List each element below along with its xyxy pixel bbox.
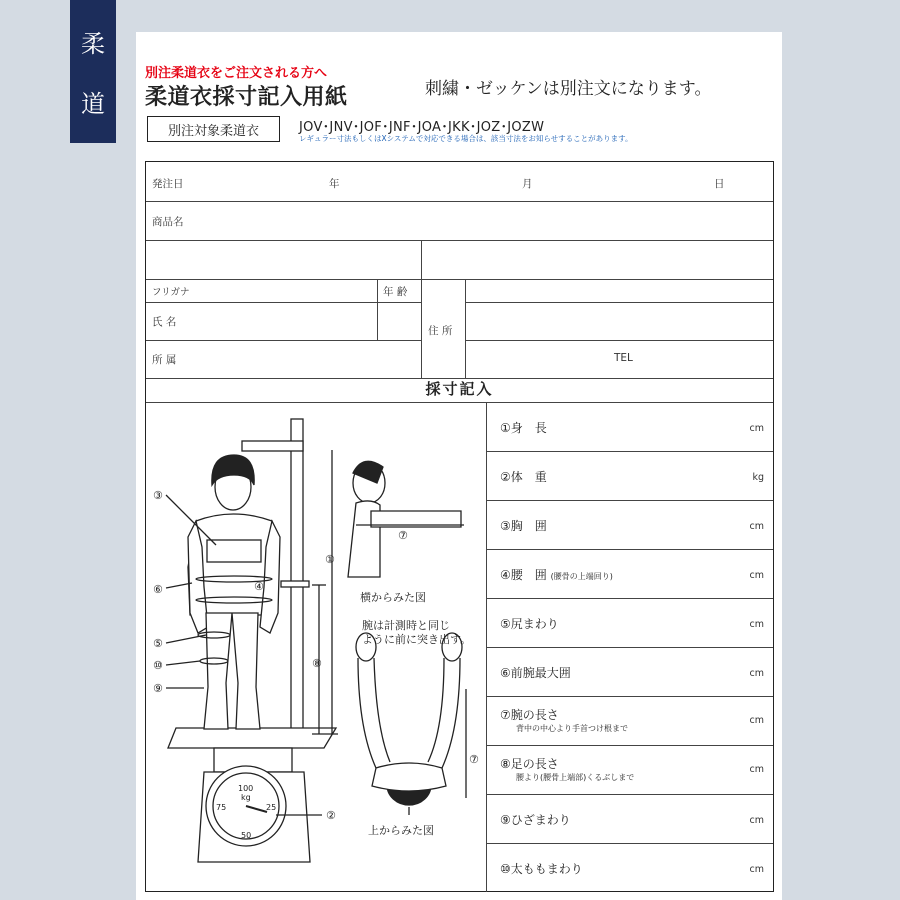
legs-front bbox=[204, 613, 260, 729]
mark-5: ⑤ bbox=[153, 637, 163, 650]
measure-leg-length-label: ⑧足の長さ bbox=[500, 757, 559, 771]
height-rod bbox=[291, 419, 303, 737]
form-table bbox=[145, 161, 774, 892]
measure-knee-label: ⑨ひざまわり bbox=[500, 813, 571, 827]
measure-waist-label bbox=[500, 566, 613, 583]
mark-2: ② bbox=[326, 809, 336, 822]
measure-height-unit: cm bbox=[749, 423, 764, 434]
measure-leg-length-sub: 腰より(腰骨上端部)くるぶしまで bbox=[516, 773, 635, 782]
measure-forearm-label: ⑥前腕最大囲 bbox=[500, 666, 571, 680]
form-title: 柔道衣採寸記入用紙 bbox=[145, 85, 348, 110]
address-label: 住 所 bbox=[428, 325, 453, 337]
product-name-label: 商品名 bbox=[152, 216, 184, 228]
mark-3: ③ bbox=[153, 489, 163, 502]
scale-75: 75 bbox=[216, 803, 227, 812]
year-label: 年 bbox=[329, 178, 340, 190]
measure-weight-unit: kg bbox=[752, 472, 764, 483]
body-measurement-illustration bbox=[146, 403, 486, 892]
mark-7b: ⑦ bbox=[469, 753, 479, 766]
target-uniform-label: 別注対象柔道衣 bbox=[147, 116, 280, 142]
mark-9: ⑨ bbox=[153, 682, 163, 695]
measure-thigh-label: ⑩太ももまわり bbox=[500, 862, 583, 876]
furigana-label: フリガナ bbox=[152, 287, 190, 298]
model-list: JOV･JNV･JOF･JNF･JOA･JKK･JOZ･JOZW bbox=[299, 120, 545, 135]
side-view-caption: 横からみた図 bbox=[360, 591, 426, 604]
height-arm bbox=[242, 441, 303, 451]
order-form-sheet bbox=[136, 32, 782, 900]
measure-knee-unit: cm bbox=[749, 815, 764, 826]
side-tab bbox=[70, 0, 116, 143]
measure-arm-length-sub: 背中の中心より手首つけ根まで bbox=[516, 724, 628, 733]
measure-chest-unit: cm bbox=[749, 521, 764, 532]
measure-thigh-unit: cm bbox=[749, 864, 764, 875]
mark-7a: ⑦ bbox=[398, 529, 408, 542]
instruction-line-1: 腕は計測時と同じ bbox=[362, 619, 450, 632]
mark-4: ④ bbox=[254, 580, 264, 593]
tel-label: TEL bbox=[614, 352, 633, 364]
measure-forearm-unit: cm bbox=[749, 668, 764, 679]
measurement-section-title: 採寸記入 bbox=[425, 380, 494, 398]
measure-waist-unit: cm bbox=[749, 570, 764, 581]
mark-1: ① bbox=[325, 553, 335, 566]
arms-top bbox=[358, 658, 460, 768]
scale-25: 25 bbox=[266, 803, 277, 812]
order-date-label: 発注日 bbox=[152, 178, 184, 190]
mark-10: ⑩ bbox=[153, 659, 163, 672]
regular-size-note: レギュラー寸法もしくはXシステムで対応できる場合は、該当寸法をお知らせすることがあります。 bbox=[299, 134, 633, 143]
scale-kg: kg bbox=[241, 793, 251, 802]
instruction-line-2: ように前に突き出す。 bbox=[362, 633, 472, 646]
measure-height-label: ①身 長 bbox=[500, 421, 547, 435]
scale-100: 100 bbox=[238, 784, 254, 793]
mark-8: ⑧ bbox=[312, 657, 322, 670]
top-view-caption: 上からみた図 bbox=[368, 824, 434, 837]
measure-arm-length-label: ⑦腕の長さ bbox=[500, 708, 559, 722]
day-label: 日 bbox=[714, 178, 725, 190]
affiliation-label: 所 属 bbox=[152, 354, 177, 366]
measure-weight-label: ②体 重 bbox=[500, 470, 547, 484]
mark-6: ⑥ bbox=[153, 583, 163, 596]
measure-waist-text: ④腰 囲 bbox=[500, 568, 547, 582]
side-tab-char-1: 柔 bbox=[81, 30, 105, 59]
measure-leg-length-unit: cm bbox=[749, 764, 764, 775]
age-label: 年 齢 bbox=[383, 286, 408, 298]
scale-platform bbox=[168, 728, 336, 748]
scale-50: 50 bbox=[241, 831, 252, 840]
month-label: 月 bbox=[522, 178, 533, 190]
header-red-line: 別注柔道衣をご注文される方へ bbox=[145, 66, 328, 81]
measure-chest-label: ③胸 囲 bbox=[500, 519, 547, 533]
measure-hip-label: ⑤尻まわり bbox=[500, 617, 559, 631]
name-label: 氏 名 bbox=[152, 316, 177, 328]
measure-arm-length-unit: cm bbox=[749, 715, 764, 726]
side-tab-char-2: 道 bbox=[81, 89, 105, 118]
measure-waist-sub: (腰骨の上端回り) bbox=[550, 572, 613, 581]
embroidery-note: 刺繍・ゼッケンは別注文になります。 bbox=[425, 79, 712, 99]
measure-hip-unit: cm bbox=[749, 619, 764, 630]
